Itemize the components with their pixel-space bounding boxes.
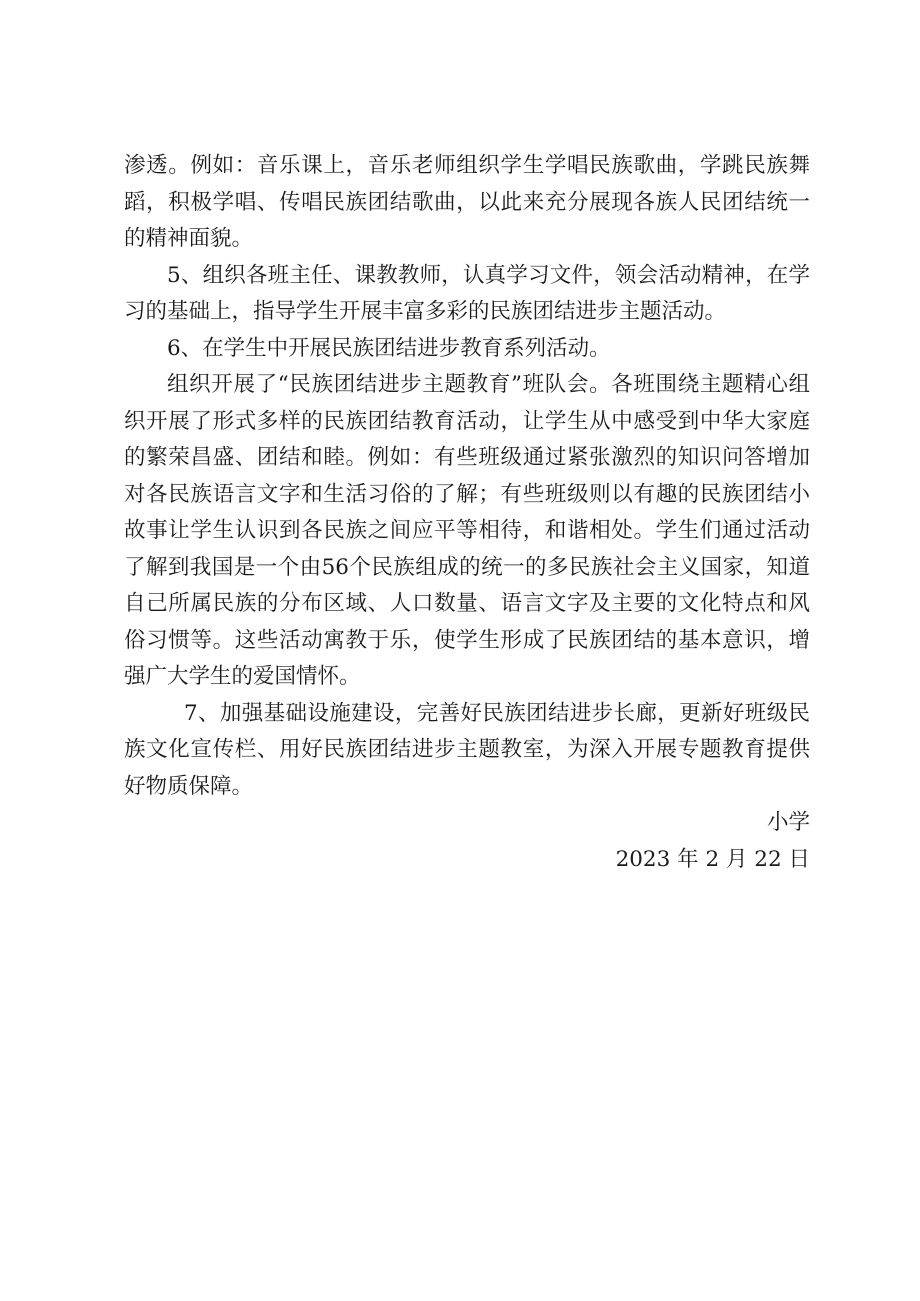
paragraph-item-7: 7、加强基础设施建设，完善好民族团结进步长廊，更新好班级民族文化宣传栏、用好民族团结进步主题教室，为深入开展专题教育提供好物质保障。 <box>124 700 810 799</box>
paragraph-item-5: 5、组织各班主任、课教教师，认真学习文件，领会活动精神，在学习的基础上，指导学生开展丰富多彩的民族团结进步主题活动。 <box>124 262 810 324</box>
signature-date: 2023 年 2 月 22 日 <box>615 846 810 872</box>
paragraph-continuation: 渗透。例如：音乐课上，音乐老师组织学生学唱民族歌曲，学跳民族舞蹈，积极学唱、传唱民族团结歌曲，以此来充分展现各族人民团结统一的精神面貌。 <box>124 153 810 251</box>
paragraph-class-meeting: 组织开展了“民族团结进步主题教育”班队会。各班围绕主题精心组织开展了形式多样的民族团结教育活动，让学生从中感受到中华大家庭的繁荣昌盛、团结和睦。例如：有些班级通过紧张激烈的知识问答增加对各民族语言文字和生活习俗的了解；有些班级则以有趣的民族团结小故事让学生认识到各民族之间应平等相待，和谐相处。学生们通过活动了解到我国是一个由56个民族组成的统一的多民族社会主义国家，知道自己所属民族的分布区域、人口数量、语言文字及主要的文化特点和风俗习惯等。这些活动寓教于乐，使学生形成了民族团结的基本意识，增强广大学生的爱国情怀。 <box>124 372 810 689</box>
signature-org: 小学 <box>766 810 810 835</box>
document-body <box>124 148 810 878</box>
paragraph-item-6: 6、在学生中开展民族团结进步教育系列活动。 <box>167 335 611 361</box>
